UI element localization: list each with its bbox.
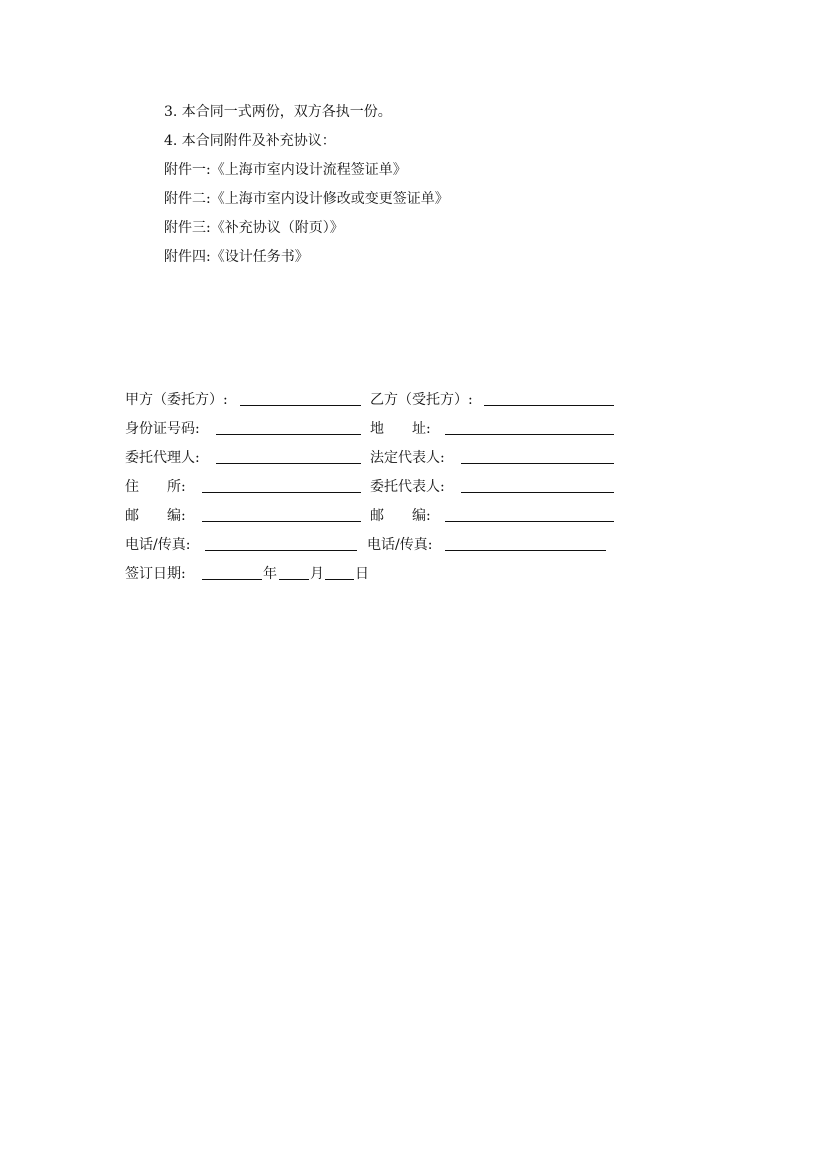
party-a-line[interactable]	[240, 405, 361, 406]
signature-row-rep	[125, 444, 625, 473]
signature-row-id	[125, 415, 625, 444]
attachment-2: 附件二:《上海市室内设计修改或变更签证单》	[164, 191, 449, 207]
year-label: 年	[263, 566, 277, 582]
party-a-label: 甲方（委托方）:	[125, 392, 228, 408]
month-line[interactable]	[279, 579, 309, 580]
month-label: 月	[310, 566, 324, 582]
party-b-label: 乙方（受托方）:	[370, 392, 473, 408]
phone-b-line[interactable]	[445, 550, 606, 551]
signature-row-date	[125, 560, 625, 589]
attachment-4: 附件四:《设计任务书》	[164, 249, 309, 265]
address-line[interactable]	[445, 434, 614, 435]
residence-line[interactable]	[202, 492, 361, 493]
authorized-rep-label: 委托代表人:	[370, 479, 445, 495]
contract-clauses	[164, 98, 449, 272]
signature-row-party	[125, 386, 625, 415]
party-b-line[interactable]	[484, 405, 614, 406]
id-number-line[interactable]	[216, 434, 361, 435]
attachment-1: 附件一:《上海市室内设计流程签证单》	[164, 162, 407, 178]
agent-label: 委托代理人:	[125, 450, 200, 466]
sign-date-label: 签订日期:	[125, 566, 186, 582]
phone-a-label: 电话/传真:	[125, 537, 191, 553]
clause-copies: 3. 本合同一式两份，双方各执一份。	[164, 104, 392, 120]
address-label: 地 址:	[370, 421, 431, 437]
id-number-label: 身份证号码:	[125, 421, 200, 437]
phone-a-line[interactable]	[205, 550, 357, 551]
postcode-b-line[interactable]	[445, 521, 614, 522]
phone-b-label: 电话/传真:	[367, 537, 433, 553]
legal-rep-line[interactable]	[461, 463, 614, 464]
residence-label: 住 所:	[125, 479, 186, 495]
attachment-3: 附件三:《补充协议（附页）》	[164, 220, 344, 236]
agent-line[interactable]	[216, 463, 361, 464]
legal-rep-label: 法定代表人:	[370, 450, 445, 466]
signature-block	[125, 386, 625, 589]
signature-row-postcode	[125, 502, 625, 531]
signature-row-residence	[125, 473, 625, 502]
postcode-b-label: 邮 编:	[370, 508, 431, 524]
clause-attachments: 4. 本合同附件及补充协议：	[164, 133, 336, 149]
authorized-rep-line[interactable]	[461, 492, 614, 493]
year-line[interactable]	[202, 579, 262, 580]
day-label: 日	[355, 566, 369, 582]
postcode-a-line[interactable]	[202, 521, 361, 522]
postcode-a-label: 邮 编:	[125, 508, 186, 524]
day-line[interactable]	[325, 579, 354, 580]
signature-row-phone	[125, 531, 625, 560]
